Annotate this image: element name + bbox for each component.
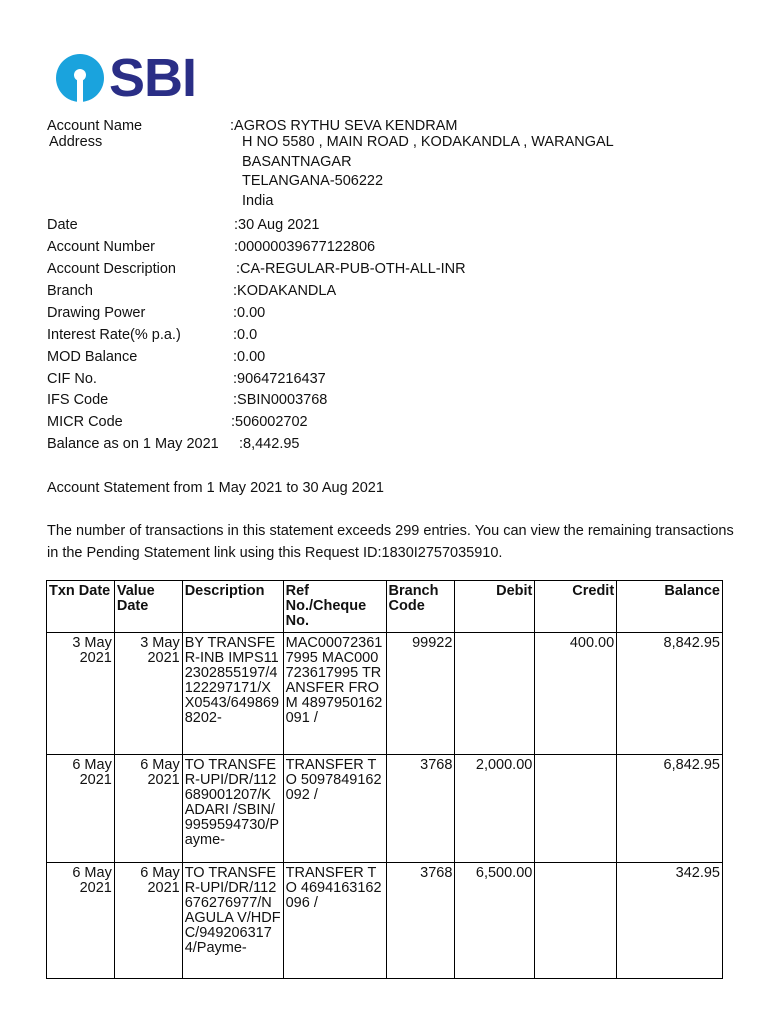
opening-balance-label: Balance as on 1 May 2021: [47, 436, 219, 452]
micr-code-value: :506002702: [231, 414, 308, 430]
description-cell: TO TRANSFER-UPI/DR/112676276977/NAGULA V/HDFC/9492063174/Payme-: [182, 863, 283, 979]
value-date-cell: 6 May 2021: [114, 863, 182, 979]
address-line-2: BASANTNAGAR: [242, 154, 352, 170]
balance-cell: 8,842.95: [617, 633, 723, 755]
date-label: Date: [47, 217, 78, 233]
ref-cell: MAC000723617995 MAC000723617995 TRANSFER FROM 4897950162091 /: [283, 633, 386, 755]
drawing-power-label: Drawing Power: [47, 305, 146, 321]
header-balance: Balance: [617, 581, 723, 633]
branch-code-cell: 99922: [386, 633, 455, 755]
address-line-4: India: [242, 193, 274, 209]
opening-balance-value: :8,442.95: [239, 436, 300, 452]
branch-code-cell: 3768: [386, 863, 455, 979]
account-number-label: Account Number: [47, 239, 155, 255]
table-header-row: [47, 581, 723, 633]
address-line-3: TELANGANA-506222: [242, 173, 384, 189]
table-row: [47, 633, 723, 755]
account-name-label: Account Name: [47, 118, 143, 134]
header-value-date: Value Date: [114, 581, 182, 633]
ref-cell: TRANSFER TO 5097849162092 /: [283, 755, 386, 863]
drawing-power-value: :0.00: [233, 305, 266, 321]
account-description-label: Account Description: [47, 261, 176, 277]
branch-label: Branch: [47, 283, 93, 299]
mod-balance-label: MOD Balance: [47, 349, 138, 365]
sbi-logo-mark-icon: [55, 53, 105, 103]
header-ref-cheque: Ref No./Cheque No.: [283, 581, 386, 633]
txn-date-cell: 6 May 2021: [47, 863, 115, 979]
value-date-cell: 6 May 2021: [114, 755, 182, 863]
table-row: [47, 755, 723, 863]
account-name-value: :AGROS RYTHU SEVA KENDRAM: [230, 118, 458, 134]
address-line-1: H NO 5580 , MAIN ROAD , KODAKANDLA , WARANGAL: [242, 134, 614, 150]
credit-cell: [535, 755, 617, 863]
credit-cell: [535, 863, 617, 979]
value-date-cell: 3 May 2021: [114, 633, 182, 755]
sbi-logo-text: SBI: [109, 48, 197, 108]
interest-rate-value: :0.0: [233, 327, 258, 343]
header-branch-code: Branch Code: [386, 581, 455, 633]
header-debit: Debit: [455, 581, 535, 633]
branch-value: :KODAKANDLA: [233, 283, 337, 299]
ref-cell: TRANSFER TO 4694163162096 /: [283, 863, 386, 979]
micr-code-label: MICR Code: [47, 414, 123, 430]
debit-cell: 6,500.00: [455, 863, 535, 979]
pending-statement-notice: The number of transactions in this statement exceeds 299 entries. You can view the remaining transactions in the Pending Statement link using this Request ID:1830I2757035910.: [47, 523, 734, 561]
ifs-code-label: IFS Code: [47, 392, 109, 408]
header-description: Description: [182, 581, 283, 633]
description-cell: TO TRANSFER-UPI/DR/112689001207/KADARI /SBIN/9959594730/Payme-: [182, 755, 283, 863]
balance-cell: 342.95: [617, 863, 723, 979]
sbi-logo: [55, 48, 197, 108]
statement-period: Account Statement from 1 May 2021 to 30 Aug 2021: [47, 480, 384, 496]
ifs-code-value: :SBIN0003768: [233, 392, 328, 408]
balance-cell: 6,842.95: [617, 755, 723, 863]
interest-rate-label: Interest Rate(% p.a.): [47, 327, 181, 343]
description-cell: BY TRANSFER-INB IMPS112302855197/4122297171/XX0543/6498698202-: [182, 633, 283, 755]
credit-cell: 400.00: [535, 633, 617, 755]
debit-cell: 2,000.00: [455, 755, 535, 863]
txn-date-cell: 3 May 2021: [47, 633, 115, 755]
debit-cell: [455, 633, 535, 755]
cif-value: :90647216437: [233, 371, 326, 387]
branch-code-cell: 3768: [386, 755, 455, 863]
transactions-table: [46, 580, 723, 979]
address-label: Address: [49, 134, 103, 150]
account-description-value: :CA-REGULAR-PUB-OTH-ALL-INR: [236, 261, 466, 277]
mod-balance-value: :0.00: [233, 349, 266, 365]
txn-date-cell: 6 May 2021: [47, 755, 115, 863]
date-value: :30 Aug 2021: [234, 217, 320, 233]
account-number-value: :00000039677122806: [234, 239, 376, 255]
table-row: [47, 863, 723, 979]
header-credit: Credit: [535, 581, 617, 633]
cif-label: CIF No.: [47, 371, 97, 387]
header-txn-date: Txn Date: [47, 581, 115, 633]
